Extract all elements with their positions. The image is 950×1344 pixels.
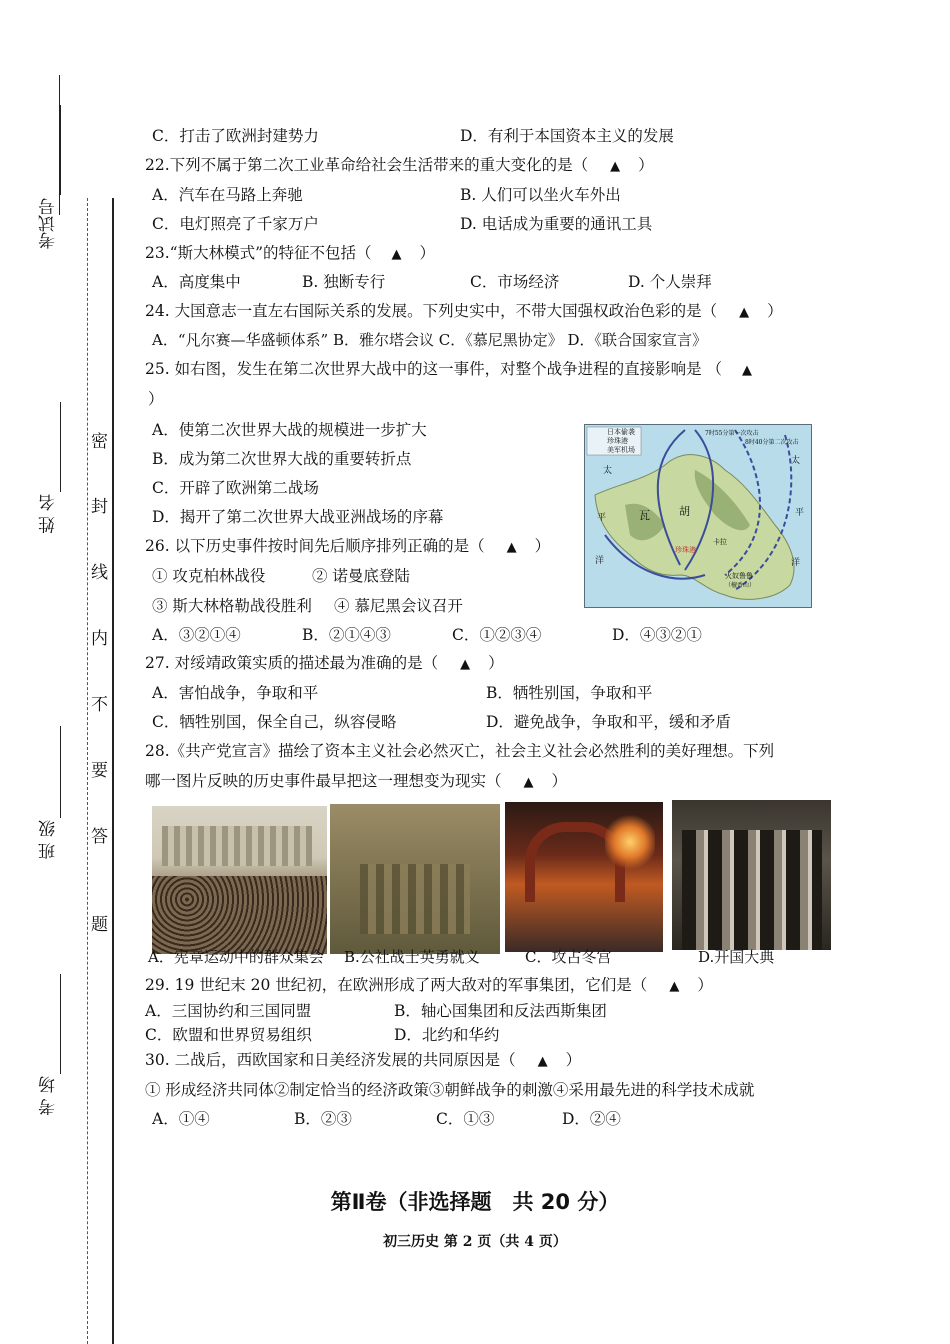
map-ocean-right-2: 平 bbox=[795, 508, 805, 518]
seal-char-5: 不 bbox=[91, 695, 108, 715]
q28-option-b-caption: B.公社战士英勇就义 bbox=[344, 948, 480, 966]
answer-mark: ▲ bbox=[669, 979, 680, 994]
q30-items: ① 形成经济共同体②制定恰当的经济政策③朝鲜战争的刺激④采用最先进的科学技术成就 bbox=[145, 1081, 755, 1099]
name-label: 姓 名 bbox=[39, 494, 59, 534]
answer-mark: ▲ bbox=[391, 247, 402, 262]
q23-option-d: D. 个人崇拜 bbox=[628, 273, 712, 291]
q26-item-4: ④ 慕尼黑会议召开 bbox=[334, 597, 463, 615]
q30-option-c: C．①③ bbox=[436, 1110, 495, 1128]
seal-char-1: 密 bbox=[91, 432, 108, 452]
q28-option-a-caption: A．宪章运动中的群众集会 bbox=[148, 948, 324, 966]
map-legend-airfield: 美军机场 bbox=[607, 446, 635, 454]
seal-char-8: 题 bbox=[91, 915, 108, 935]
q28-option-d-caption: D.开国大典 bbox=[698, 948, 775, 966]
exam-number-label: 考试号 bbox=[39, 198, 59, 249]
q21-option-d: D．有利于本国资本主义的发展 bbox=[460, 127, 674, 145]
q26-item-1: ① 攻克柏林战役 bbox=[152, 567, 266, 585]
seal-char-4: 内 bbox=[91, 629, 108, 649]
q26-option-c: C．①②③④ bbox=[452, 626, 542, 644]
answer-mark: ▲ bbox=[610, 159, 621, 174]
q22-option-b: B. 人们可以坐火车外出 bbox=[460, 186, 621, 204]
q25-option-c: C．开辟了欧洲第二战场 bbox=[152, 479, 319, 497]
q26-stem: 26. 以下历史事件按时间先后顺序排列正确的是（ ▲ ） bbox=[145, 537, 551, 555]
photo-winter-palace bbox=[505, 802, 663, 952]
answer-mark: ▲ bbox=[460, 657, 471, 672]
q21-option-c: C．打击了欧洲封建势力 bbox=[152, 127, 319, 145]
photo-building-silhouette bbox=[162, 826, 312, 866]
q23-option-a: A．高度集中 bbox=[152, 273, 241, 291]
q27-option-c: C．牺牲别国，保全自己，纵容侵略 bbox=[152, 713, 397, 731]
q29-option-b: B．轴心国集团和反法西斯集团 bbox=[394, 1002, 607, 1020]
dashed-seal-line bbox=[87, 198, 88, 1344]
seal-char-2: 封 bbox=[91, 497, 108, 517]
q24-options: A．“凡尔赛—华盛顿体系” B．雅尔塔会议 C．《慕尼黑协定》 D．《联合国家宣言》 bbox=[152, 331, 708, 349]
map-ocean-left-2: 平 bbox=[597, 513, 607, 523]
q29-option-a: A．三国协约和三国同盟 bbox=[145, 1002, 312, 1020]
map-ocean-right-3: 洋 bbox=[791, 558, 801, 568]
name-fill-line bbox=[60, 402, 61, 492]
photo-standing-figures bbox=[682, 830, 822, 950]
q27-option-d: D．避免战争，争取和平，缓和矛盾 bbox=[486, 713, 731, 731]
map-city-label: 火奴鲁鲁 bbox=[725, 572, 753, 580]
class-fill-line bbox=[60, 726, 61, 818]
map-airfield-label: 卡拉 bbox=[713, 538, 727, 546]
q25-option-a: A．使第二次世界大战的规模进一步扩大 bbox=[152, 421, 427, 439]
photo-fire-glow bbox=[605, 812, 655, 872]
class-label: 班 级 bbox=[39, 820, 59, 860]
q22-option-a: A．汽车在马路上奔驰 bbox=[152, 186, 303, 204]
exam-number-fill-line bbox=[60, 105, 61, 195]
section-2-title: 第Ⅱ卷（非选择题 共 20 分） bbox=[330, 1190, 620, 1214]
q23-option-b: B. 独断专行 bbox=[302, 273, 386, 291]
exam-room-fill-line bbox=[60, 974, 61, 1074]
map-wave2-label: 8时40分第二次攻击 bbox=[745, 439, 799, 446]
q30-option-a: A．①④ bbox=[152, 1110, 210, 1128]
q23-option-c: C．市场经济 bbox=[470, 273, 560, 291]
q30-stem: 30. 二战后，西欧国家和日美经济发展的共同原因是（ ▲ ） bbox=[145, 1051, 582, 1069]
q29-stem: 29. 19 世纪末 20 世纪初，在欧洲形成了两大敌对的军事集团，它们是（ ▲ ） bbox=[145, 976, 713, 994]
q27-option-b: B．牺牲别国，争取和平 bbox=[486, 684, 653, 702]
answer-mark: ▲ bbox=[739, 305, 750, 320]
answer-mark: ▲ bbox=[537, 1054, 548, 1069]
q23-stem: 23.“斯大林模式”的特征不包括（ ▲ ） bbox=[145, 244, 436, 262]
q29-option-c: C．欧盟和世界贸易组织 bbox=[145, 1026, 312, 1044]
q26-option-b: B．②①④③ bbox=[302, 626, 391, 644]
q25-stem-close: ） bbox=[148, 390, 164, 408]
map-island-label-2: 胡 bbox=[679, 505, 690, 518]
photo-crowd bbox=[152, 876, 327, 954]
map-ocean-right-1: 太 bbox=[791, 456, 801, 466]
map-ocean-left-3: 洋 bbox=[595, 556, 605, 566]
answer-mark: ▲ bbox=[742, 363, 753, 378]
q26-option-a: A．③②①④ bbox=[152, 626, 241, 644]
seal-char-3: 线 bbox=[91, 563, 108, 583]
inner-vertical-line bbox=[112, 198, 114, 1344]
photo-founding-ceremony bbox=[672, 800, 831, 950]
map-harbor-label: 珍珠港 bbox=[675, 546, 696, 554]
exam-room-label: 考 场 bbox=[39, 1076, 59, 1116]
photo-chartist-rally bbox=[152, 806, 327, 954]
q26-item-3: ③ 斯大林格勒战役胜利 bbox=[152, 597, 312, 615]
q24-stem: 24. 大国意志一直左右国际关系的发展。下列史实中，不带大国强权政治色彩的是（ ▲ ） bbox=[145, 302, 783, 320]
q28-stem-line2: 哪一图片反映的历史事件最早把这一理想变为现实（ ▲ ） bbox=[145, 772, 568, 790]
map-island-label-1: 瓦 bbox=[639, 509, 650, 522]
q28-option-c-caption: C．攻占冬宫 bbox=[525, 948, 612, 966]
pearl-harbor-map bbox=[584, 424, 812, 608]
q22-stem: 22.下列不属于第二次工业革命给社会生活带来的重大变化的是（ ▲ ） bbox=[145, 156, 654, 174]
photo-relief-figures bbox=[360, 864, 470, 934]
q25-option-b: B．成为第二次世界大战的重要转折点 bbox=[152, 450, 412, 468]
q26-option-d: D．④③②① bbox=[612, 626, 702, 644]
map-legend-harbor: 珍珠港 bbox=[607, 437, 628, 445]
q27-option-a: A．害怕战争，争取和平 bbox=[152, 684, 319, 702]
photo-commune-fighters bbox=[330, 804, 500, 954]
answer-mark: ▲ bbox=[506, 540, 517, 555]
seal-char-6: 要 bbox=[91, 761, 108, 781]
q26-item-2: ② 诺曼底登陆 bbox=[312, 567, 410, 585]
q25-option-d: D．揭开了第二次世界大战亚洲战场的序幕 bbox=[152, 508, 444, 526]
map-wave1-label: 7时55分第一次攻击 bbox=[705, 430, 759, 437]
q22-option-d: D. 电话成为重要的通讯工具 bbox=[460, 215, 653, 233]
map-ocean-left-1: 太 bbox=[603, 466, 613, 476]
q27-stem: 27. 对绥靖政策实质的描述最为准确的是（ ▲ ） bbox=[145, 654, 504, 672]
q30-option-b: B．②③ bbox=[294, 1110, 352, 1128]
seal-char-7: 答 bbox=[91, 827, 108, 847]
q25-stem: 25. 如右图，发生在第二次世界大战中的这一事件，对整个战争进程的直接影响是 （ ▲ bbox=[145, 360, 753, 378]
q22-option-c: C．电灯照亮了千家万户 bbox=[152, 215, 319, 233]
q29-option-d: D．北约和华约 bbox=[394, 1026, 500, 1044]
page-footer: 初三历史 第 2 页（共 4 页） bbox=[383, 1234, 567, 1250]
q30-option-d: D．②④ bbox=[562, 1110, 621, 1128]
answer-mark: ▲ bbox=[523, 775, 534, 790]
map-city-sublabel: （檀香山） bbox=[725, 582, 756, 589]
q28-stem-line1: 28.《共产党宣言》描绘了资本主义社会必然灭亡，社会主义社会必然胜利的美好理想。下列 bbox=[145, 742, 775, 760]
map-legend-attack: 日本偷袭 bbox=[607, 428, 635, 436]
